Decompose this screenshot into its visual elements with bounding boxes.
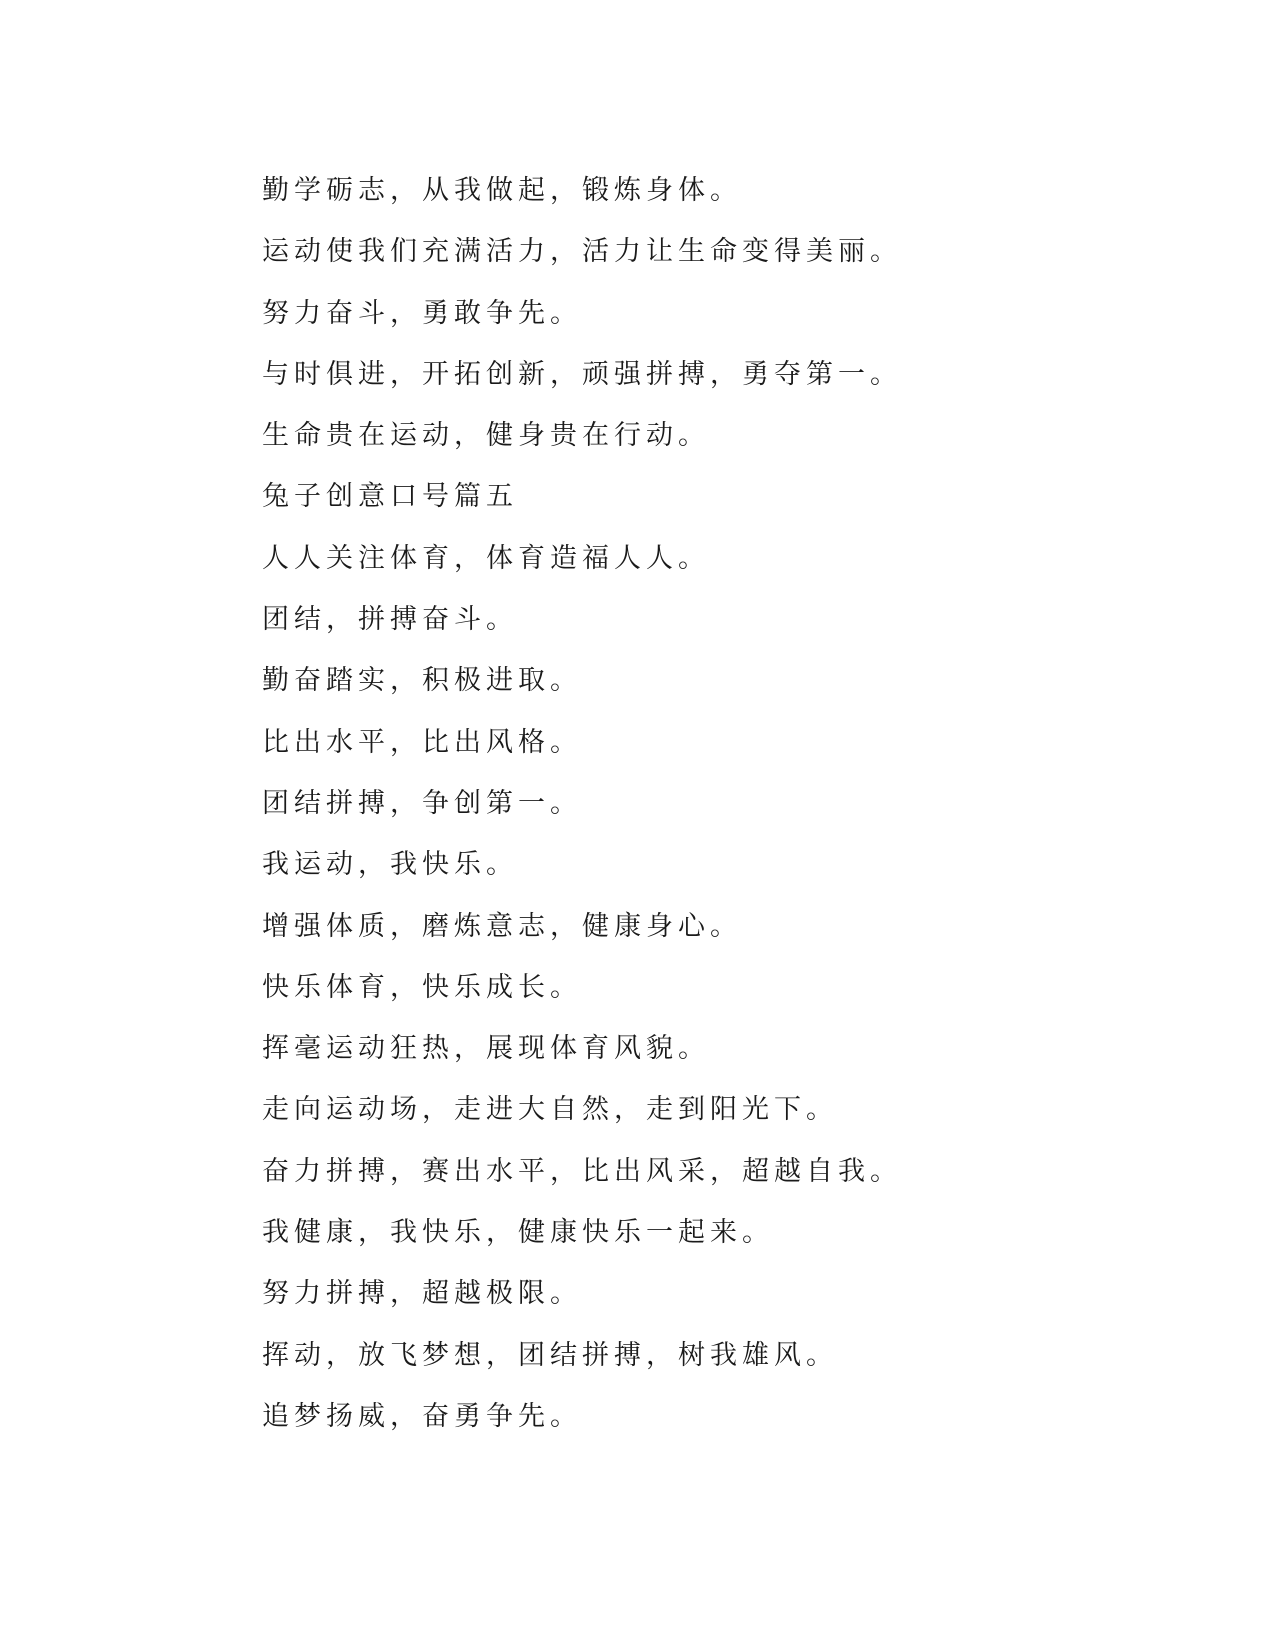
section-heading: 兔子创意口号篇五 bbox=[262, 481, 518, 513]
text-line: 我健康，我快乐，健康快乐一起来。 bbox=[262, 1217, 774, 1249]
text-line: 运动使我们充满活力，活力让生命变得美丽。 bbox=[262, 236, 902, 268]
text-line: 比出水平，比出风格。 bbox=[262, 726, 582, 758]
text-line: 快乐体育，快乐成长。 bbox=[262, 971, 582, 1003]
text-line: 挥动，放飞梦想，团结拼搏，树我雄风。 bbox=[262, 1339, 838, 1371]
text-line: 生命贵在运动，健身贵在行动。 bbox=[262, 420, 710, 452]
text-line: 追梦扬威，奋勇争先。 bbox=[262, 1400, 582, 1432]
text-line: 努力拼搏，超越极限。 bbox=[262, 1278, 582, 1310]
text-line: 与时俱进，开拓创新，顽强拼搏，勇夺第一。 bbox=[262, 358, 902, 390]
text-line: 勤奋踏实，积极进取。 bbox=[262, 665, 582, 697]
text-line: 增强体质，磨炼意志，健康身心。 bbox=[262, 910, 742, 942]
text-line: 奋力拼搏，赛出水平，比出风采，超越自我。 bbox=[262, 1155, 902, 1187]
text-line: 挥毫运动狂热，展现体育风貌。 bbox=[262, 1033, 710, 1065]
text-line: 我运动，我快乐。 bbox=[262, 849, 518, 881]
text-line: 勤学砺志，从我做起，锻炼身体。 bbox=[262, 175, 742, 206]
text-line: 走向运动场，走进大自然，走到阳光下。 bbox=[262, 1094, 838, 1126]
text-line: 人人关注体育，体育造福人人。 bbox=[262, 542, 710, 574]
text-line: 团结拼搏，争创第一。 bbox=[262, 787, 582, 819]
text-line: 努力奋斗，勇敢争先。 bbox=[262, 297, 582, 329]
document-body bbox=[262, 160, 1162, 1447]
text-line: 团结，拼搏奋斗。 bbox=[262, 604, 518, 636]
